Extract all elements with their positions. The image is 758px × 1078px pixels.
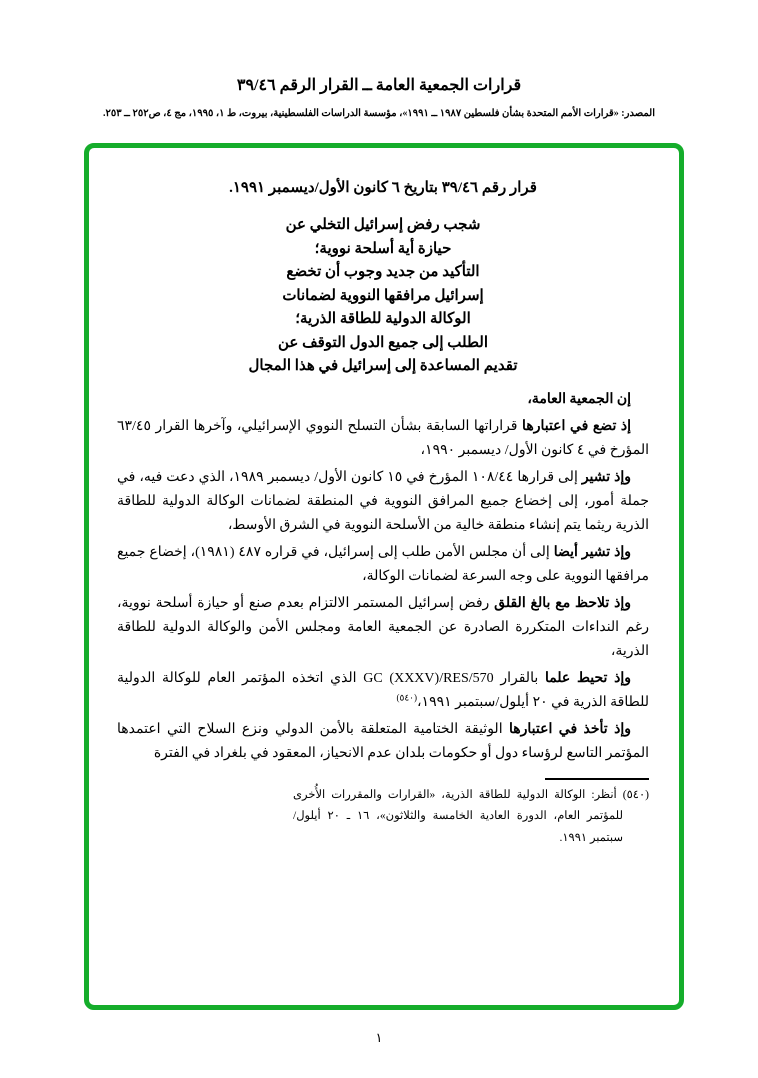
footnote-marker: (٥٤٠) — [622, 788, 649, 801]
footnote-block — [293, 778, 649, 850]
page-number: ١ — [375, 1030, 383, 1045]
footnote-separator — [545, 778, 649, 780]
paragraph-text: الوثيقة الختامية المتعلقة بالأمن الدولي ونزع السلاح التي اعتمدها المؤتمر التاسع لرؤساء دول أو حكومات بلدان عدم الانحياز، المعقود في بلغراد في الفترة — [117, 721, 649, 761]
paragraph-text: إلى أن مجلس الأمن طلب إلى إسرائيل، في قراره ٤٨٧ (١٩٨١)، إخضاع جميع مرافقها النووية على وجه السرعة لضمانات الوكالة، — [117, 544, 649, 584]
paragraph-text: إلى قرارها ١٠٨/٤٤ المؤرخ في ١٥ كانون الأول/ ديسمبر ١٩٨٩، الذي دعت فيه، في جملة أمور، إلى إخضاع جميع المرافق النووية في المنطقة لضمانات الوكالة الدولية للطاقة الذرية ريثما يتم إنشاء منطقة خالية من الأسلحة النووية في الشرق الأوسط، — [117, 469, 649, 533]
title-line: شجب رفض إسرائيل التخلي عن — [285, 217, 481, 233]
paragraph-lead: إذ تضع في اعتبارها — [522, 418, 632, 434]
preamble-paragraph — [117, 718, 649, 766]
resolution-title-block — [117, 214, 649, 379]
preamble-paragraph — [117, 541, 649, 589]
source-citation: المصدر: «قرارات الأمم المتحدة بشأن فلسطين ١٩٨٧ ــ ١٩٩١»، مؤسسة الدراسات الفلسطينية، بيروت، ط ١، ١٩٩٥، مج ٤، ص٢٥٢ ــ ٢٥٣. — [102, 108, 655, 119]
paragraph-lead: وإذ تشير أيضا — [553, 544, 631, 560]
preamble-opener: إن الجمعية العامة، — [527, 391, 631, 407]
footnote-body: أنظر: الوكالة الدولية للطاقة الذرية، «القرارات والمقررات الأُخرى للمؤتمر العام، الدورة العادية الخامسة والثلاثون»، ١٦ ـ ٢٠ أيلول/ سبتمبر ١٩٩١. — [293, 788, 623, 844]
title-line: الوكالة الدولية للطاقة الذرية؛ — [295, 311, 471, 327]
title-line: التأكيد من جديد وجوب أن تخضع — [286, 264, 480, 280]
preamble-paragraph — [117, 466, 649, 538]
resolution-decision-line: قرار رقم ٣٩/٤٦ بتاريخ ٦ كانون الأول/ديسمبر ١٩٩١. — [229, 180, 537, 196]
resolution-border-box — [84, 143, 684, 1010]
title-line: تقديم المساعدة إلى إسرائيل في هذا المجال — [248, 358, 518, 374]
paragraph-lead: وإذ تشير — [581, 469, 632, 485]
title-line: إسرائيل مرافقها النووية لضمانات — [282, 287, 484, 304]
footnote-reference: (٥٤٠) — [396, 691, 418, 702]
preamble-paragraph — [117, 415, 649, 463]
page-header-title: قرارات الجمعية العامة ــ القرار الرقم ٣٩/٤٦ — [236, 77, 522, 94]
paragraph-lead: وإذ تلاحظ مع بالغ القلق — [494, 595, 631, 611]
title-line: الطلب إلى جميع الدول التوقف عن — [277, 334, 488, 351]
paragraph-text: رفض إسرائيل المستمر الالتزام بعدم صنع أو حيازة أسلحة نووية، رغم النداءات المتكررة الصادرة عن الجمعية العامة ومجلس الأمن والوكالة الدولية للطاقة الذرية، — [117, 595, 649, 659]
title-line: حيازة أية أسلحة نووية؛ — [314, 240, 452, 257]
preamble-paragraph — [117, 592, 649, 664]
preamble-paragraph — [117, 667, 649, 715]
paragraph-text: بالقرار GC (XXXV)/RES/570 الذي اتخذه المؤتمر العام للوكالة الدولية للطاقة الذرية في ٢٠ أيلول/سبتمبر ١٩٩١، — [117, 670, 649, 710]
paragraph-text: قراراتها السابقة بشأن التسلح النووي الإسرائيلي، وآخرها القرار ٦٣/٤٥ المؤرخ في ٤ كانون الأول/ ديسمبر ١٩٩٠، — [117, 418, 649, 458]
paragraph-lead: وإذ تحيط علما — [544, 670, 632, 686]
footnote-text — [293, 785, 649, 850]
paragraph-lead: وإذ تأخذ في اعتبارها — [509, 721, 631, 737]
